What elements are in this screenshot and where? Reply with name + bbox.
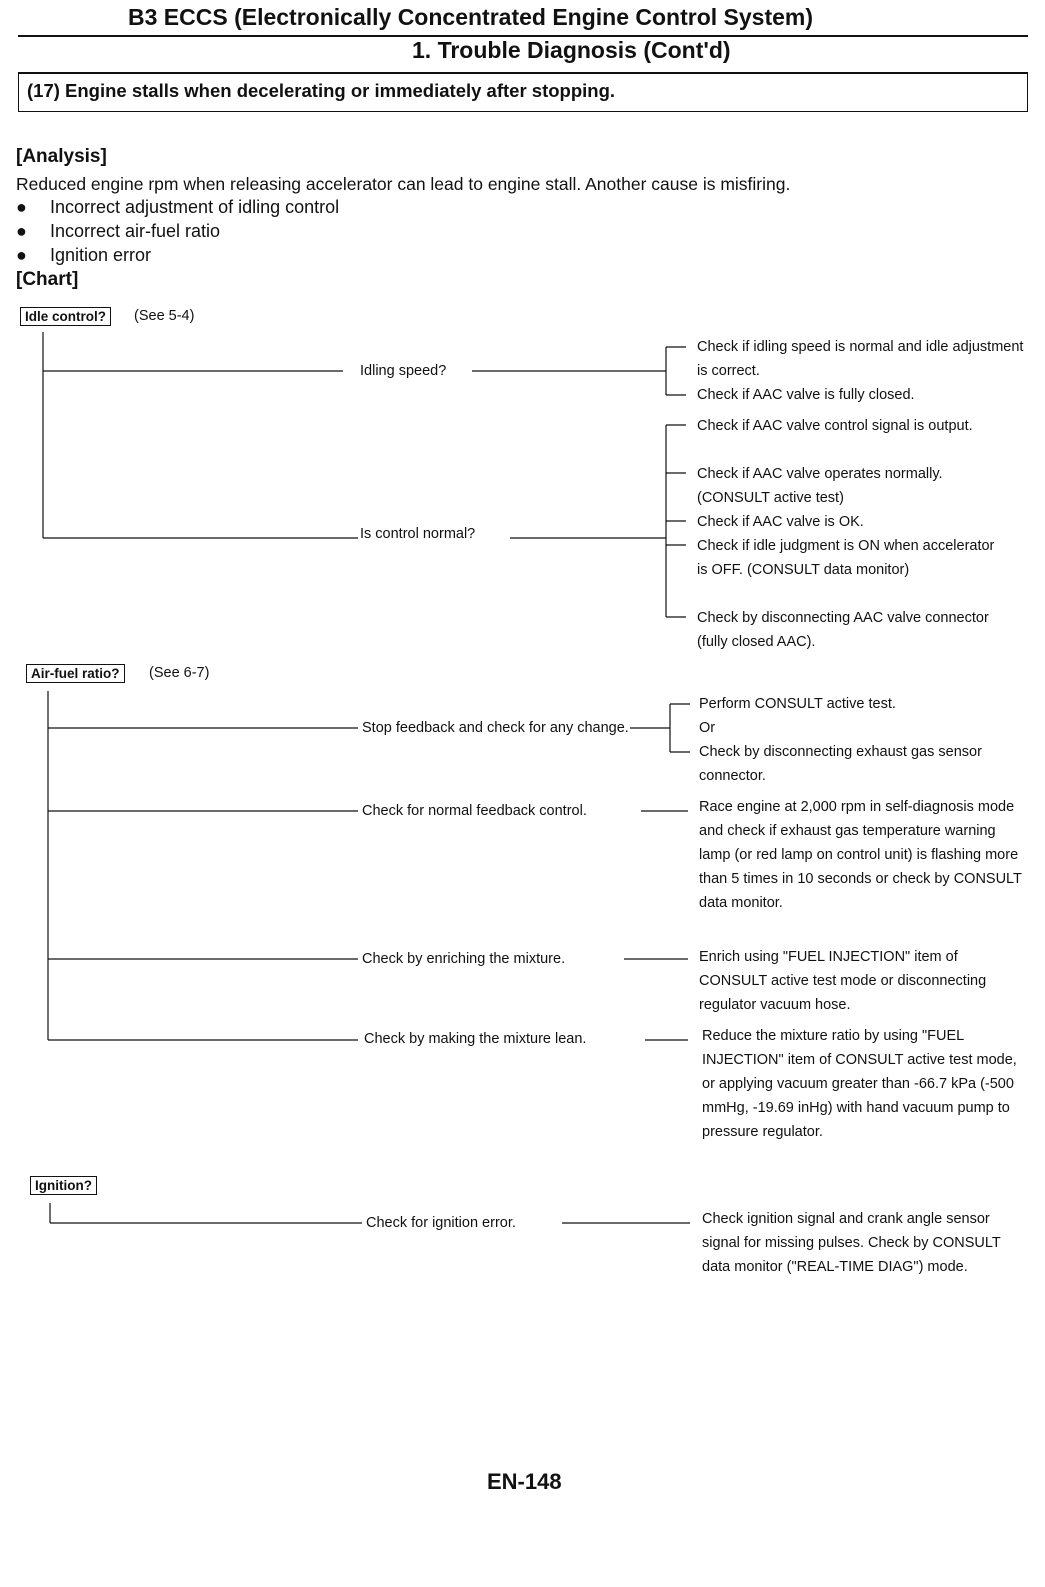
branch-label: Idling speed? (360, 363, 447, 379)
check-item: Check ignition signal and crank angle sensor signal for missing pulses. Check by CONSULT data monitor ("REAL-TIME DIAG") mode. (702, 1211, 1001, 1275)
check-item: Or (699, 720, 716, 736)
group-ref: (See 6-7) (149, 665, 210, 681)
symptom-text: (17) Engine stalls when decelerating or immediately after stopping. (27, 80, 616, 101)
bullet-text: Incorrect air-fuel ratio (50, 221, 221, 241)
branch-label: Check for ignition error. (366, 1215, 516, 1231)
branch-label: Check for normal feedback control. (362, 803, 587, 819)
check-item: Enrich using "FUEL INJECTION" item of CONSULT active test mode or disconnecting regulator vacuum hose. (699, 949, 987, 1013)
page-number: EN-148 (487, 1469, 562, 1494)
bullet-text: Ignition error (50, 245, 152, 265)
analysis-text: Reduced engine rpm when releasing accelerator can lead to engine stall. Another cause is misfiring. (16, 174, 791, 194)
check-item: Check by disconnecting AAC valve connector (fully closed AAC). (697, 610, 989, 650)
bullet-text: Incorrect adjustment of idling control (50, 197, 340, 217)
branch-label: Is control normal? (360, 526, 476, 542)
check-item: Perform CONSULT active test. (699, 696, 896, 712)
branch-label: Stop feedback and check for any change. (362, 720, 629, 736)
group-label-idle-control: Idle control? (20, 307, 111, 326)
check-item: Check if AAC valve is OK. (697, 514, 864, 530)
page-title: B3 ECCS (Electronically Concentrated Engine Control System) (128, 4, 814, 30)
check-item: Check by disconnecting exhaust gas sensor connector. (699, 744, 982, 784)
bullet-icon: ● (16, 221, 27, 241)
group-label-air-fuel-ratio: Air-fuel ratio? (26, 664, 125, 683)
check-item: Check if AAC valve control signal is output. (697, 418, 973, 434)
analysis-heading: [Analysis] (16, 146, 107, 167)
chart-heading: [Chart] (16, 269, 79, 290)
group-ref: (See 5-4) (134, 308, 195, 324)
section-subtitle: 1. Trouble Diagnosis (Cont'd) (412, 37, 731, 63)
group-label-ignition: Ignition? (30, 1176, 97, 1195)
check-item: Reduce the mixture ratio by using "FUEL INJECTION" item of CONSULT active test mode, or applying vacuum greater than -66.7 kPa (-500 mmHg, -19.69 inHg) with hand vacuum pump to pressure regulator. (702, 1028, 1017, 1140)
bullet-icon: ● (16, 245, 27, 265)
check-item: Race engine at 2,000 rpm in self-diagnosis mode and check if exhaust gas temperature warning lamp (or red lamp on control unit) is flashing more than 5 times in 10 seconds or check by CONSULT data monitor. (699, 799, 1022, 911)
check-item: Check if idling speed is normal and idle adjustment is correct. (697, 339, 1024, 379)
branch-label: Check by making the mixture lean. (364, 1031, 587, 1047)
bullet-icon: ● (16, 197, 27, 217)
check-item: Check if AAC valve operates normally. (CONSULT active test) (697, 466, 943, 506)
branch-label: Check by enriching the mixture. (362, 951, 566, 967)
check-item: Check if idle judgment is ON when accelerator is OFF. (CONSULT data monitor) (697, 538, 995, 578)
check-item: Check if AAC valve is fully closed. (697, 387, 915, 403)
